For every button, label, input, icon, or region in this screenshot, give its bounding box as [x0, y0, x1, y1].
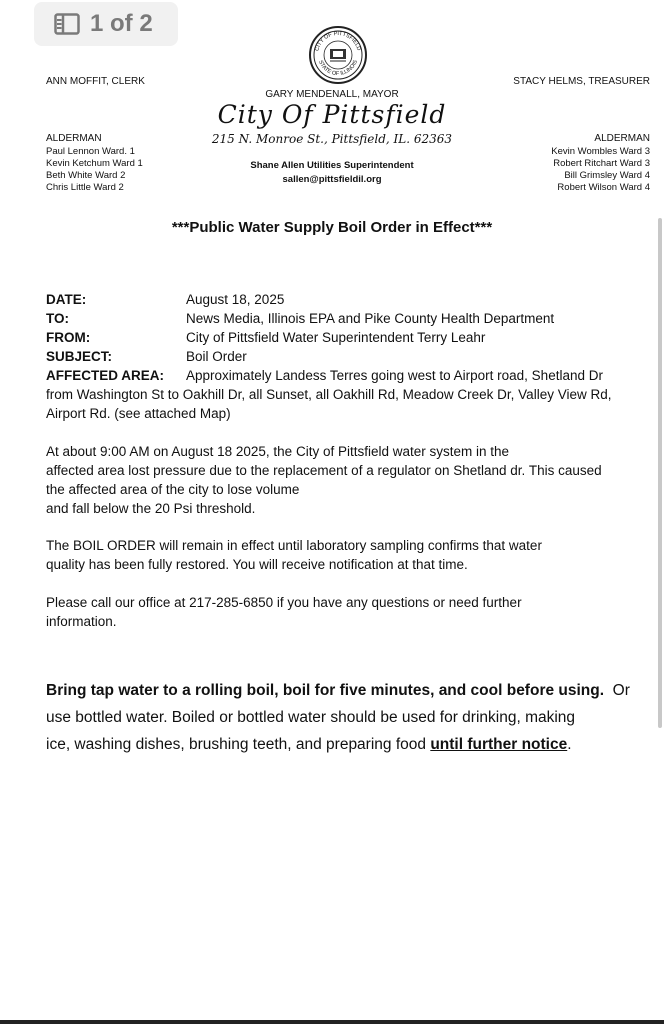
affected-area-line-1: Approximately Landess Terres going west to Airport road, Shetland Dr: [186, 368, 603, 383]
p1-line-4: and fall below the 20 Psi threshold.: [46, 501, 256, 516]
city-title: City Of Pittsfield: [217, 100, 447, 129]
date-value: August 18, 2025: [186, 292, 285, 307]
page-indicator-badge[interactable]: [34, 2, 178, 46]
to-label: TO:: [46, 311, 69, 326]
from-label: FROM:: [46, 330, 91, 345]
pressure-loss-paragraph: [46, 442, 646, 518]
boil-order-duration-paragraph: [46, 536, 646, 574]
superintendent-email[interactable]: sallen@pittsfieldil.org: [282, 174, 382, 185]
contact-paragraph: [46, 593, 646, 631]
svg-text:CITY OF PITTSFIELD: CITY OF PITTSFIELD: [314, 30, 362, 52]
date-label: DATE:: [46, 292, 87, 307]
p1-line-3: the affected area of the city to lose volume: [46, 482, 300, 497]
affected-area-label: AFFECTED AREA:: [46, 368, 164, 383]
instructions-line-3: ice, washing dishes, brushing teeth, and preparing food: [46, 736, 426, 753]
alderman-left-4: Chris Little Ward 2: [46, 182, 124, 193]
instructions-bold: Bring tap water to a rolling boil, boil for five minutes, and cool before using.: [46, 682, 605, 699]
city-address: 215 N. Monroe St., Pittsfield, IL. 62363: [211, 132, 453, 146]
page-view-icon: [54, 13, 80, 35]
p1-line-2: affected area lost pressure due to the replacement of a regulator on Shetland dr. This caused: [46, 463, 602, 478]
vertical-scrollbar[interactable]: [658, 218, 662, 728]
affected-area-line-2: from Washington St to Oakhill Dr, all Sunset, all Oakhill Rd, Meadow Creek Dr, Valley View Rd,: [46, 387, 612, 402]
subject-label: SUBJECT:: [46, 349, 113, 364]
p3-line-1: Please call our office at 217-285-6850 if you have any questions or need further: [46, 595, 522, 610]
subject-value: Boil Order: [186, 349, 247, 364]
alderman-right-4: Robert Wilson Ward 4: [557, 182, 650, 193]
clerk-name: ANN MOFFIT, CLERK: [46, 76, 145, 87]
notice-heading: ***Public Water Supply Boil Order in Effect***: [171, 219, 493, 236]
p2-line-2: quality has been fully restored. You will receive notification at that time.: [46, 557, 468, 572]
p1-line-1: At about 9:00 AM on August 18 2025, the City of Pittsfield water system in the: [46, 444, 510, 459]
bottom-edge-bar: [0, 1020, 664, 1024]
city-seal-icon: [308, 25, 368, 85]
alderman-left-2: Kevin Ketchum Ward 1: [46, 158, 143, 169]
page-indicator-text: 1 of 2: [90, 10, 153, 37]
aldermen-right-title: ALDERMAN: [594, 133, 650, 144]
from-value: City of Pittsfield Water Superintendent Terry Leahr: [186, 330, 486, 345]
treasurer-name: STACY HELMS, TREASURER: [513, 76, 650, 87]
boil-instructions: [46, 677, 656, 758]
instructions-line-2: use bottled water. Boiled or bottled water should be used for drinking, making: [46, 709, 576, 726]
alderman-right-1: Kevin Wombles Ward 3: [551, 146, 650, 157]
alderman-left-3: Beth White Ward 2: [46, 170, 126, 181]
mayor-name: GARY MENDENALL, MAYOR: [265, 89, 399, 100]
alderman-right-3: Bill Grimsley Ward 4: [564, 170, 650, 181]
instructions-or: Or: [612, 682, 630, 699]
p3-line-2: information.: [46, 614, 117, 629]
alderman-right-2: Robert Ritchart Ward 3: [553, 158, 650, 169]
affected-area-line-3: Airport Rd. (see attached Map): [46, 406, 231, 421]
p2-line-1: The BOIL ORDER will remain in effect until laboratory sampling confirms that water: [46, 538, 542, 553]
aldermen-left-title: ALDERMAN: [46, 133, 102, 144]
until-further-notice: until further notice: [430, 736, 568, 753]
alderman-left-1: Paul Lennon Ward. 1: [46, 146, 135, 157]
instructions-end: .: [567, 736, 572, 753]
superintendent-name: Shane Allen Utilities Superintendent: [250, 160, 414, 171]
to-value: News Media, Illinois EPA and Pike County Health Department: [186, 311, 555, 326]
svg-text:STATE OF ILLINOIS: STATE OF ILLINOIS: [317, 59, 360, 78]
